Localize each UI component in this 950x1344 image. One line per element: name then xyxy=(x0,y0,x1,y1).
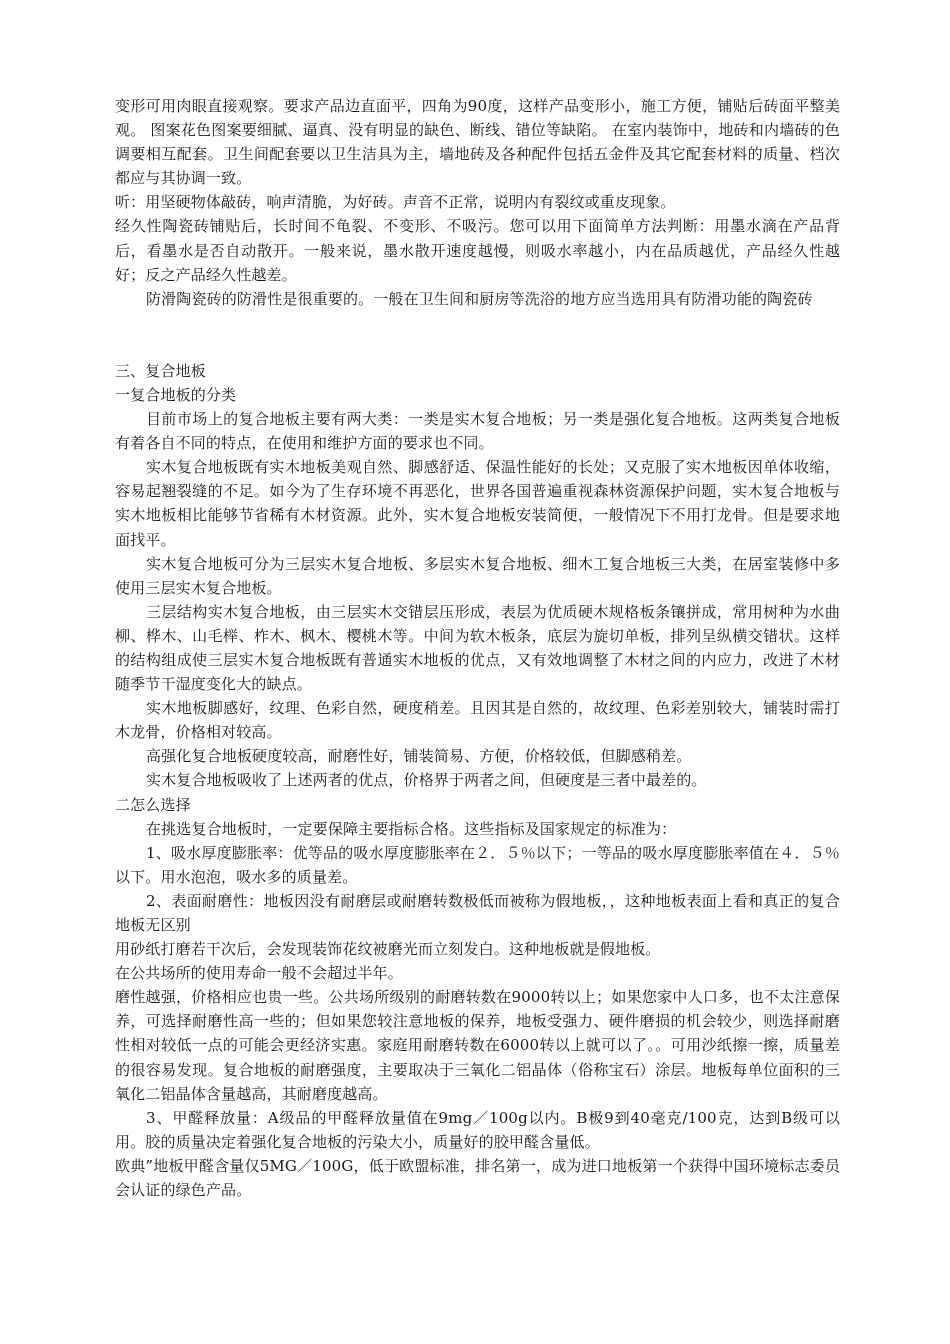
paragraph-selection-intro: 在挑选复合地板时，一定要保障主要指标合格。这些指标及国家规定的标准为： xyxy=(146,819,677,838)
document-body xyxy=(115,94,840,1202)
paragraph-solid-wood-composite: 实木复合地板既有实木地板美观自然、脚感舒适、保温性能好的长处；又克服了实木地板因单体收缩，容易起翘裂缝的不足。如今为了生存环境不再恶化，世界各国普遍重视森林资源保护问题，实木复合地板与实木地板相比能够节省稀有木材资源。此外，实木复合地板安装简便，一般情况下不用打龙骨。但是要求地面找平。 xyxy=(115,458,840,549)
paragraph-durability: 经久性陶瓷砖铺贴后，长时间不龟裂、不变形、不吸污。您可以用下面简单方法判断：用墨水滴在产品背后，看墨水是否自动散开。一般来说，墨水散开速度越慢，则吸水率越小，内在品质越优，产品经久性越好；反之产品经久性越差。 xyxy=(115,217,840,284)
paragraph-brand-example: 欧典”地板甲醛含量仅5MG／100G，低于欧盟标准，排名第一，成为进口地板第一个获得中国环境标志委员会认证的绿色产品。 xyxy=(115,1156,840,1200)
paragraph-laminate-hardness: 高强化复合地板硬度较高，耐磨性好，铺装简易、方便，价格较低，但脚感稍差。 xyxy=(146,747,692,766)
paragraph-anti-slip: 防滑陶瓷砖的防滑性是很重要的。一般在卫生间和厨房等洗浴的地方应当选用具有防滑功能的陶瓷砖 xyxy=(146,289,813,308)
list-item-wear-resistance: 2、表面耐磨性：地板因没有耐磨层或耐磨转数极低而被称为假地板，，这种地板表面上看和真正的复合地板无区别 xyxy=(115,891,840,934)
paragraph-wear-rating: 磨性越强，价格相应也贵一些。公共场所级别的耐磨转数在9000转以上；如果您家中人口多，也不太注意保养，可选择耐磨性高一些的；但如果您较注意地板的保养，地板受强力、硬件磨损的机会较少，则选择耐磨性相对较低一点的可能会更经济实惠。家庭用耐磨转数在6000转以上就可以了。。可用沙纸擦一擦，质量差的很容易发现。复合地板的耐磨强度，主要取决于三氧化二铝晶体（俗称宝石）涂层。地板每单位面积的三氧化二铝晶体含量越高，其耐磨度越高。 xyxy=(115,988,840,1103)
paragraph-sound-test: 听：用坚硬物体敲砖，响声清脆，为好砖。声音不正常，说明内有裂纹或重皮现象。 xyxy=(115,193,676,212)
paragraph-composite-summary: 实木复合地板吸收了上述两者的优点，价格界于两者之间，但硬度是三者中最差的。 xyxy=(146,771,707,790)
paragraph-public-lifespan: 在公共场所的使用寿命一般不会超过半年。 xyxy=(115,964,403,983)
paragraph-sandpaper-test: 用砂纸打磨若干次后，会发现装饰花纹被磨光而立刻发白。这种地板就是假地板。 xyxy=(115,940,661,959)
paragraph-two-types: 目前市场上的复合地板主要有两大类：一类是实木复合地板；另一类是强化复合地板。这两类复合地板有着各自不同的特点，在使用和维护方面的要求也不同。 xyxy=(115,410,840,453)
paragraph-tile-deformation: 变形可用肉眼直接观察。要求产品边直面平，四角为90度，这样产品变形小，施工方便，铺贴后砖面平整美观。 图案花色图案要细腻、逼真、没有明显的缺色、断线、错位等缺陷。 在室内装饰中，地砖和内墙砖的色调要相互配套。卫生间配套要以卫生洁具为主，墙地砖及各种配件包括五金件及其它配套材料的质量、档次都应与其协调一致。 xyxy=(115,97,840,188)
subsection-title-selection: 二怎么选择 xyxy=(115,795,191,814)
subsection-title-classification: 一复合地板的分类 xyxy=(115,385,237,404)
list-item-formaldehyde: 3、甲醛释放量：A级品的甲醛释放量值在9mg／100g以内。B极9到40毫克/100克，达到B级可以用。胶的质量决定着强化复合地板的污染大小，质量好的胶甲醛含量低。 xyxy=(115,1108,840,1151)
paragraph-three-layer-structure: 三层结构实木复合地板，由三层实木交错层压形成，表层为优质硬木规格板条镶拼成，常用树种为水曲柳、桦木、山毛榉、柞木、枫木、樱桃木等。中间为软木板条，底层为旋切单板，排列呈纵横交错状。这样的结构组成使三层实木复合地板既有普通实木地板的优点，又有效地调整了木材之间的内应力，改进了木材随季节干湿度变化大的缺点。 xyxy=(115,602,840,694)
paragraph-composite-categories: 实木复合地板可分为三层实木复合地板、多层实木复合地板、细木工复合地板三大类，在居室装修中多使用三层实木复合地板。 xyxy=(115,554,840,597)
section-title: 三、复合地板 xyxy=(115,361,206,380)
spacer xyxy=(115,311,840,359)
list-item-water-swelling: 1、吸水厚度膨胀率：优等品的吸水厚度膨胀率在２．５％以下；一等品的吸水厚度膨胀率值在４．５％以下。用水泡泡，吸水多的质量差。 xyxy=(115,843,840,886)
paragraph-solid-wood-feel: 实木地板脚感好，纹理、色彩自然，硬度稍差。且因其是自然的，故纹理、色彩差别较大，铺装时需打木龙骨，价格相对较高。 xyxy=(115,699,840,742)
